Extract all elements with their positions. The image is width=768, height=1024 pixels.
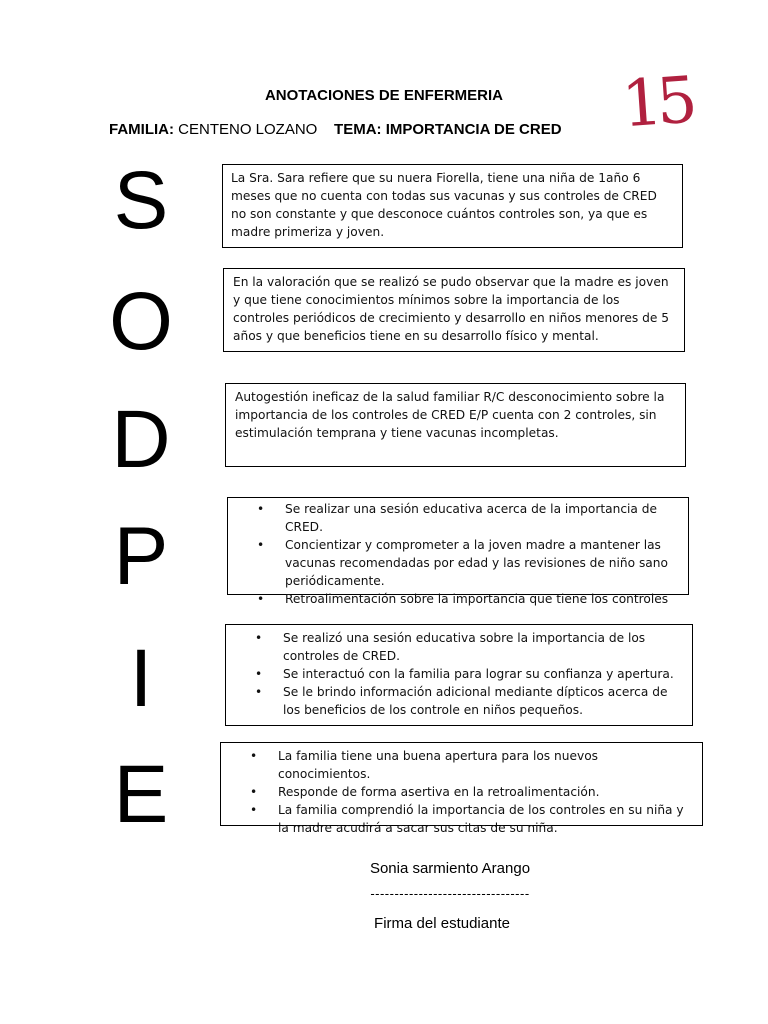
objective-text: En la valoración que se realizó se pudo observar que la madre es joven y que tiene conocimientos mínimos sobre la importancia de los controles periódicos de crecimiento y desarrollo en niños menores de 5 años y que beneficios tiene en su desarrollo físico y mental. <box>233 275 670 343</box>
signature-name: Sonia sarmiento Arango <box>369 860 531 877</box>
signature-label: Firma del estudiante <box>374 915 510 932</box>
list-item: • Concientizar y comprometer a la joven madre a mantener las vacunas recomendadas por edad y las revisiones de niño sano periódicamente. <box>228 536 684 590</box>
letter-o: O <box>109 276 173 367</box>
tema-label: TEMA: <box>334 121 382 138</box>
signature-line: --------------------------------- <box>370 886 530 901</box>
list-item: • Se le brindo información adicional mediante dípticos acerca de los beneficios de los controle en niños pequeños. <box>226 683 686 719</box>
diagnosis-box <box>225 383 686 467</box>
familia-label: FAMILIA: <box>109 121 174 138</box>
document-header <box>109 121 562 138</box>
subjective-box <box>222 164 683 248</box>
list-item: • Se interactuó con la familia para lograr su confianza y apertura. <box>226 665 686 683</box>
intervention-box <box>225 624 693 726</box>
list-item: • Responde de forma asertiva en la retroalimentación. <box>221 783 694 801</box>
handwritten-grade: 15 <box>619 63 694 143</box>
subjective-text: La Sra. Sara refiere que su nuera Fiorella, tiene una niña de 1año 6 meses que no cuenta con todas sus vacunas y sus controles de CRED no son constante y que desconoce cuántos controles son, ya que es madre primeriza y joven. <box>231 171 657 239</box>
planning-box <box>227 497 689 606</box>
list-item: • Se realizó una sesión educativa sobre la importancia de los controles de CRED. <box>226 629 686 665</box>
tema-value: IMPORTANCIA DE CRED <box>385 121 562 138</box>
list-item: • Se realizar una sesión educativa acerca de la importancia de CRED. <box>228 500 684 536</box>
list-item: • Retroalimentación sobre la importancia que tiene los controles <box>228 590 684 608</box>
letter-d: D <box>111 394 171 485</box>
diagnosis-text: Autogestión ineficaz de la salud familiar R/C desconocimiento sobre la importancia de los controles de CRED E/P cuenta con 2 controles, sin estimulación temprana y tiene vacunas incompletas. <box>235 390 665 440</box>
evaluation-box <box>220 742 703 835</box>
letter-i: I <box>129 633 153 724</box>
letter-p: P <box>113 511 169 602</box>
letter-s: S <box>113 155 169 246</box>
list-item: • La familia tiene una buena apertura para los nuevos conocimientos. <box>221 747 694 783</box>
familia-value: CENTENO LOZANO <box>178 121 318 138</box>
letter-e: E <box>113 749 169 840</box>
objective-box <box>223 268 685 352</box>
list-item: • La familia comprendió la importancia de los controles en su niña y la madre acudirá a sacar sus citas de su niña. <box>221 801 694 837</box>
document-title: ANOTACIONES DE ENFERMERIA <box>264 87 504 104</box>
